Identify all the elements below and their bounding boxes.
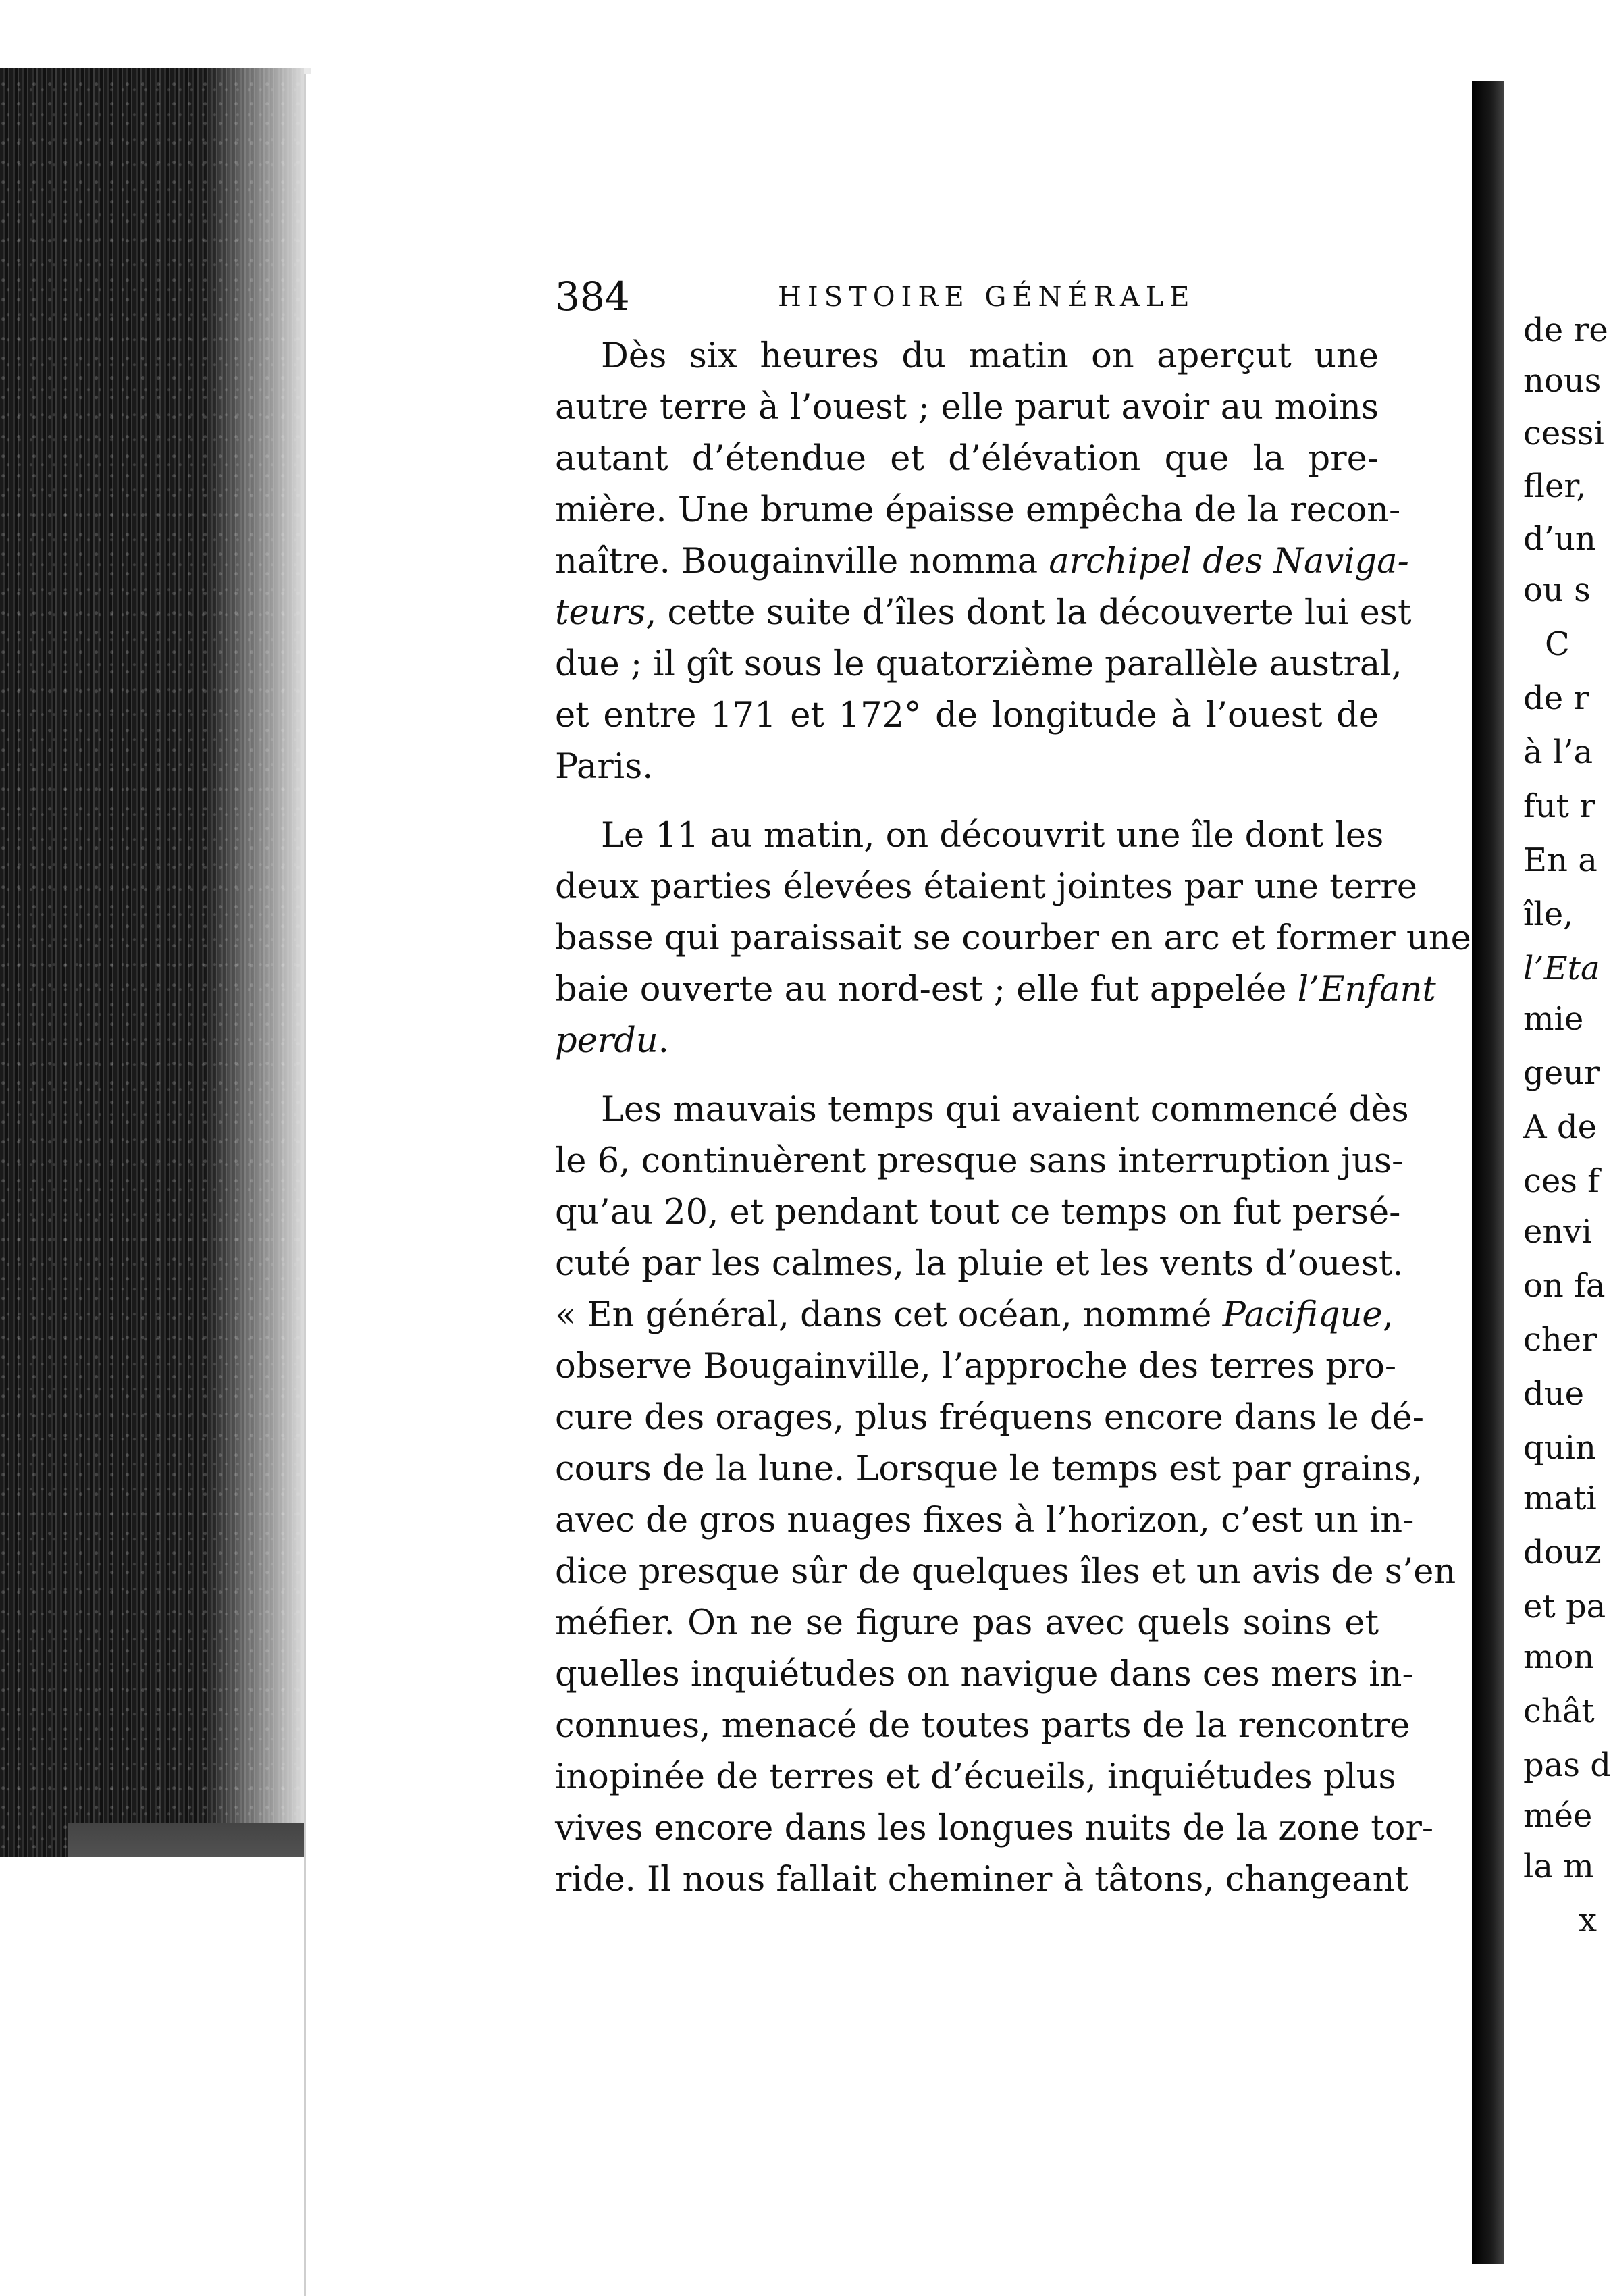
text-line: Les mauvais temps qui avaient commencé dès	[601, 1090, 1409, 1130]
next-page-line: fut r	[1523, 787, 1595, 825]
next-page-line: cher	[1523, 1321, 1597, 1359]
text-line: Le 11 au matin, on découvrit une île dont les	[601, 816, 1384, 856]
page-edge-shading	[203, 61, 311, 1830]
next-page-line: pas d	[1523, 1746, 1611, 1784]
text-line: mière. Une brume épaisse empêcha de la recon-	[555, 490, 1401, 530]
next-page-line: de r	[1523, 679, 1589, 717]
next-page-line: fler,	[1523, 467, 1587, 505]
next-page-line: geur	[1523, 1054, 1600, 1092]
text-line: quelles inquiétudes on navigue dans ces mers in-	[555, 1654, 1414, 1694]
text-line: teurs, cette suite d’îles dont la découverte lui est	[555, 593, 1412, 633]
next-page-line: douz	[1523, 1534, 1602, 1571]
text-line: observe Bougainville, l’approche des terres pro-	[555, 1347, 1397, 1386]
body-text	[555, 331, 1471, 1906]
next-page-line: mon	[1523, 1638, 1595, 1676]
next-page-line: mée	[1523, 1797, 1593, 1835]
text-line: baie ouverte au nord-est ; elle fut appelée l’Enfant	[555, 970, 1436, 1010]
text-line: cuté par les calmes, la pluie et les vents d’ouest.	[555, 1244, 1404, 1284]
next-page-line: quin	[1523, 1429, 1596, 1467]
text-line: basse qui paraissait se courber en arc et former une	[555, 918, 1471, 958]
text-line: le 6, continuèrent presque sans interruption jus-	[555, 1141, 1404, 1181]
text-line: avec de gros nuages fixes à l’horizon, c’est un in-	[555, 1501, 1415, 1540]
text-line: inopinée de terres et d’écueils, inquiétudes plus	[555, 1757, 1396, 1797]
next-page-line: mie	[1523, 1000, 1584, 1038]
book-gutter	[1472, 81, 1504, 2264]
text-line: vives encore dans les longues nuits de la zone tor-	[555, 1808, 1434, 1848]
next-page-line: cessi	[1523, 415, 1604, 452]
text-line: perdu.	[555, 1021, 669, 1061]
text-line: autant d’étendue et d’élévation que la pre-	[555, 439, 1379, 479]
next-page-fragment	[1504, 68, 1611, 2264]
next-page-line: x	[1579, 1902, 1597, 1939]
paragraph-gap	[555, 793, 1379, 810]
next-page-line: de re	[1523, 311, 1608, 349]
text-line: Dès six heures du matin on aperçut une	[601, 336, 1379, 376]
running-head	[555, 273, 1406, 321]
next-page-line: d’un	[1523, 520, 1596, 558]
next-page-line: mati	[1523, 1480, 1597, 1517]
text-line: cure des orages, plus fréquens encore dans le dé-	[555, 1398, 1424, 1438]
text-line: « En général, dans cet océan, nommé Pacifique	[555, 1295, 1383, 1335]
text-line: et entre 171 et 172° de longitude à l’ouest de	[555, 696, 1379, 735]
text-line: deux parties élevées étaient jointes par une terre	[555, 867, 1417, 907]
text-line: Paris.	[555, 747, 654, 787]
text-line: ride. Il nous fallait cheminer à tâtons, changeant	[555, 1860, 1408, 1900]
next-page-line: île,	[1523, 895, 1574, 933]
next-page-line: ou s	[1523, 571, 1591, 609]
next-page-line: l’Eta	[1523, 949, 1600, 987]
text-line: dice presque sûr de quelques îles et un avis de s’en	[555, 1552, 1456, 1592]
text-line: méfier. On ne se figure pas avec quels soins et	[555, 1603, 1379, 1643]
next-page-line: nous	[1523, 362, 1602, 400]
next-page-line: chât	[1523, 1692, 1595, 1730]
text-line: naître. Bougainville nomma archipel des Naviga-	[555, 542, 1409, 581]
next-page-line: à l’a	[1523, 733, 1593, 771]
scan-margin-top	[0, 0, 1597, 68]
next-page-line: En a	[1523, 841, 1597, 879]
text-line: qu’au 20, et pendant tout ce temps on fut persé-	[555, 1193, 1401, 1232]
page-number: 384	[555, 273, 630, 319]
next-page-line: C	[1545, 625, 1570, 663]
running-head-title: HISTOIRE GÉNÉRALE	[778, 282, 1196, 313]
next-page-line: on fa	[1523, 1267, 1606, 1305]
next-page-line: due	[1523, 1375, 1585, 1413]
next-page-line: ces f	[1523, 1162, 1600, 1200]
text-line: cours de la lune. Lorsque le temps est par grains,	[555, 1449, 1423, 1489]
text-line: autre terre à l’ouest ; elle parut avoir au moins	[555, 388, 1379, 427]
next-page-line: envi	[1523, 1213, 1592, 1251]
paragraph-gap	[555, 1067, 1379, 1085]
next-page-line: et pa	[1523, 1588, 1606, 1625]
next-page-line: la m	[1523, 1848, 1594, 1885]
next-page-line: A de	[1523, 1108, 1597, 1146]
text-line: connues, menacé de toutes parts de la rencontre	[555, 1706, 1410, 1746]
text-line: due ; il gît sous le quatorzième parallèle austral,	[555, 644, 1402, 684]
